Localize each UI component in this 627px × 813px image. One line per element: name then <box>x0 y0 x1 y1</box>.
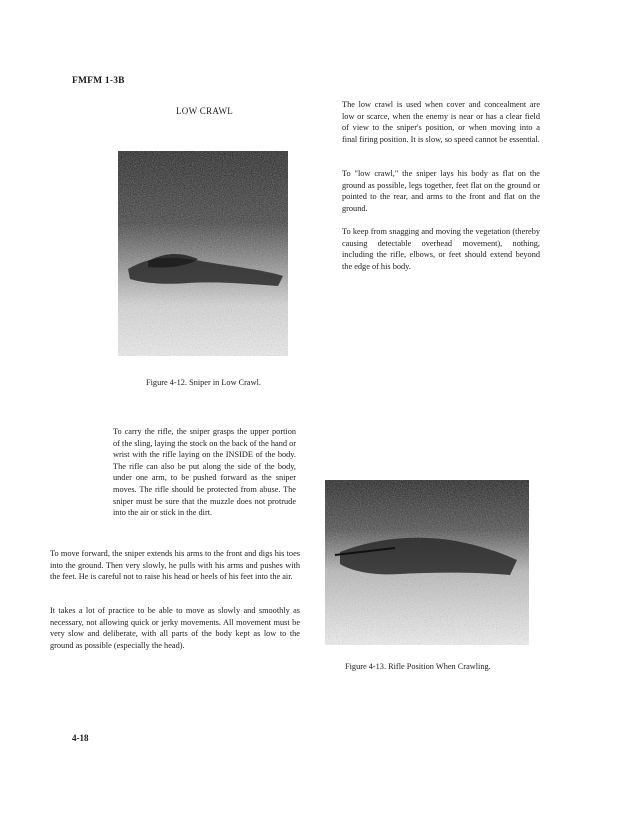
snagging-paragraph: To keep from snagging and moving the vegetation (thereby causing detectable overhead movement), nothing, including the rifle, elbows, or feet should extend beyond the edge of his body. <box>342 227 540 271</box>
page-number: 4-18 <box>72 733 89 743</box>
figure-4-13-photo <box>325 480 529 645</box>
figure-4-12-caption: Figure 4-12. Sniper in Low Crawl. <box>146 378 261 387</box>
figure-4-12-photo <box>118 151 288 356</box>
practice-paragraph: It takes a lot of practice to be able to move as slowly and smoothly as necessary, not allowing quick or jerky movements. All movement must be very slow and deliberate, with all parts of the body kept as low to the ground as possible (especially the head). <box>50 606 300 650</box>
figure-4-13-caption: Figure 4-13. Rifle Position When Crawling. <box>345 662 491 671</box>
sniper-low-crawl-image <box>118 151 288 356</box>
move-forward-paragraph: To move forward, the sniper extends his arms to the front and digs his toes into the ground. Then very slowly, he pulls with his arms and pushes with the feet. He is careful not to raise his head or heels of his feet into the air. <box>50 549 300 582</box>
intro-paragraph: The low crawl is used when cover and concealment are low or scarce, when the enemy is near or has a clear field of view to the sniper's position, or when moving into a final firing position. It is slow, so speed cannot be essential. <box>342 100 540 144</box>
rifle-carry-paragraph: To carry the rifle, the sniper grasps the upper portion of the sling, laying the stock on the back of the hand or wrist with the rifle laying on the INSIDE of the body. The rifle can also be put along the side of the body, under one arm, to be pushed forward as the sniper moves. The rifle should be protected from abuse. The sniper must be sure that the muzzle does not protrude into the air or stick in the dirt. <box>113 427 296 518</box>
posture-paragraph: To "low crawl," the sniper lays his body as flat on the ground as possible, legs together, feet flat on the ground or pointed to the rear, and arms to the front and flat on the ground. <box>342 169 540 213</box>
document-header: FMFM 1-3B <box>72 76 125 86</box>
rifle-position-crawling-image <box>325 480 529 645</box>
section-title: LOW CRAWL <box>176 106 234 116</box>
